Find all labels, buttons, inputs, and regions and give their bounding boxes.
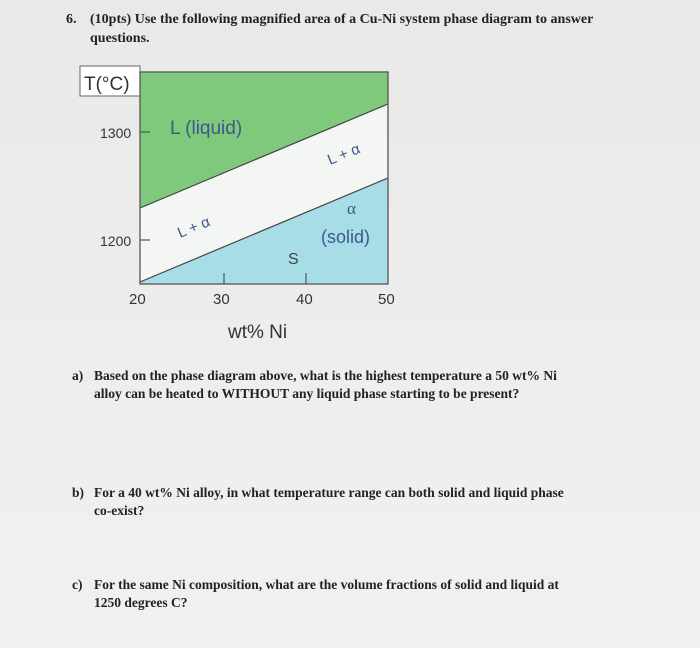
question-a — [72, 367, 652, 403]
y-axis-label: T(°C) — [84, 74, 130, 95]
point-s-label: S — [288, 251, 299, 268]
question-c-label: c) — [72, 577, 83, 592]
question-b-line2: co-exist? — [94, 503, 145, 518]
question-intro-line2: questions. — [90, 31, 150, 46]
question-number: 6. — [66, 12, 77, 27]
question-c — [72, 576, 652, 612]
two-phase-lower-label: L + α — [175, 213, 213, 242]
y-tick-1300: 1300 — [100, 125, 132, 141]
question-b — [72, 484, 652, 520]
question-c-line2: 1250 degrees C? — [94, 595, 188, 610]
x-tick-40: 40 — [296, 291, 313, 308]
question-c-line1: For the same Ni composition, what are the volume fractions of solid and liquid at — [94, 577, 559, 592]
y-tick-1200: 1200 — [100, 233, 132, 249]
x-axis-label: wt% Ni — [228, 322, 288, 343]
question-a-line2: alloy can be heated to WITHOUT any liquid phase starting to be present? — [94, 386, 520, 401]
x-tick-30: 30 — [213, 291, 230, 308]
two-phase-upper-label: L + α — [325, 140, 363, 169]
question-b-line1: For a 40 wt% Ni alloy, in what temperature range can both solid and liquid phase — [94, 485, 564, 500]
x-tick-50: 50 — [378, 291, 395, 308]
liquid-region-label: L (liquid) — [170, 118, 243, 139]
question-a-label: a) — [72, 368, 84, 383]
question-intro-line1: (10pts) Use the following magnified area of a Cu-Ni system phase diagram to answer — [90, 12, 594, 27]
alpha-label: α — [347, 199, 356, 218]
x-tick-20: 20 — [129, 291, 146, 308]
question-a-line1: Based on the phase diagram above, what is the highest temperature a 50 wt% Ni — [94, 368, 557, 383]
question-b-label: b) — [72, 485, 85, 500]
solid-label: (solid) — [321, 227, 371, 247]
